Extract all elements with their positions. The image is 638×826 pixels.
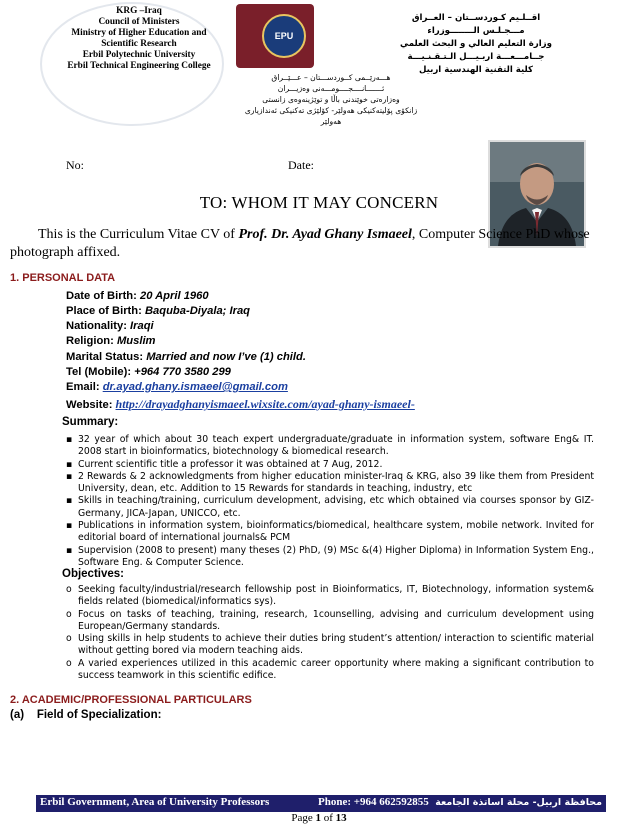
list-item: ▪ Current scientific title a professor it was obtained at 7 Aug, 2012. (66, 458, 383, 470)
header-left-line: KRG –Iraq (116, 6, 162, 16)
list-item: ▪ 32 year of which about 30 teach expert undergraduate/graduate in information system, software Eng& IT. 2008 start in bioinformatics, biotechnology & biomedical research. (66, 434, 594, 458)
objectives-list (64, 584, 594, 682)
logo-text: EPU (274, 31, 294, 41)
header-right-line: جــامـــعـــة اربـيـــل الـتـقـنـيـــة (407, 52, 545, 62)
field-of-specialization-label: (a) Field of Specialization: (10, 709, 162, 721)
footer-address: Erbil Government, Area of University Professors (40, 796, 270, 808)
page-total: 13 (335, 812, 347, 824)
header-mid-line: ئـــــــانــــجــــومـــەنی وەزیـــران (277, 84, 385, 93)
nationality-value: Iraqi (130, 320, 154, 332)
list-item: o Seeking faculty/industrial/research fellowship post in Bioinformatics, IT, Biotechnology, information system& fields related (biomedical/informatics sys). (66, 584, 594, 608)
header-left-line: Erbil Polytechnic University (82, 50, 196, 60)
list-item: o Using skills in help students to achieve their duties bring student’s attention/ interaction to scientific material without getting bored via modern teaching aids. (66, 633, 594, 657)
marital-label: Marital Status: (66, 351, 147, 363)
list-item: ▪ Publications in information system, bioinformatics/biomedical, healthcare system, mobile network. Invited for editorial board of international journals& PCM (66, 520, 594, 544)
intro-pre: This is the Curriculum Vitae CV of (38, 227, 239, 242)
bullet-icon: ▪ (66, 544, 73, 556)
header-right-line: كلية التقنية الهندسية اربيل (418, 65, 534, 75)
page-title: TO: WHOM IT MAY CONCERN (199, 193, 439, 212)
bullet-icon: ▪ (66, 458, 73, 470)
logo-emblem-icon (262, 14, 306, 58)
header-mid-kurdish (236, 72, 426, 127)
religion-value: Muslim (116, 335, 156, 347)
personal-row (66, 290, 209, 302)
marital-value: Married and now I’ve (1) child. (146, 351, 306, 363)
header-right-line: اقــلـيم كـوردســتان – العــراق (411, 13, 541, 23)
intro-post: , Computer Science PhD whose photograph affixed. (10, 227, 590, 260)
personal-row (66, 335, 156, 347)
footer-arabic: محافظة اربيل- محلة اساتذة الجامعة (435, 797, 602, 808)
list-item: ▪ Supervision (2008 to present) many theses (2) PhD, (9) MSc &(4) Higher Diploma) in Information System Eng., Software Eng. & Computer Science. (66, 544, 594, 568)
circle-bullet-icon: o (66, 633, 72, 645)
pob-value: Baquba-Diyala; Iraq (144, 305, 251, 317)
list-item: ▪ 2 Rewards & 2 acknowledgments from higher education minister-Iraq & KRG, also 39 like them from President University, dean, etc. Addition to 15 Rewards for standards in teaching, industry, etc (66, 470, 594, 495)
header-mid-line: هەولێر (320, 117, 342, 126)
personal-row (66, 305, 250, 317)
list-item: o A varied experiences utilized in this academic career opportunity where making a significant contribution to success teamwork in this scientific edifice. (66, 657, 594, 682)
intro-name: Prof. Dr. Ayad Ghany Ismaeel (238, 227, 412, 242)
website-link[interactable]: http://drayadghanyismaeel.wixsite.com/ayad-ghany-ismaeel- (115, 397, 415, 411)
page-current: 1 (315, 812, 321, 824)
intro-paragraph (10, 226, 596, 262)
bullet-icon: ▪ (66, 434, 73, 445)
dob-value: 20 April 1960 (139, 290, 209, 302)
header-left-line: Scientific Research (101, 39, 177, 49)
header-left-line: Erbil Technical Engineering College (67, 61, 211, 71)
no-label: No: (66, 158, 84, 172)
bullet-icon: ▪ (66, 470, 73, 482)
tel-value: +964 770 3580 299 (134, 366, 231, 378)
summary-heading: Summary: (62, 416, 119, 428)
email-label: Email: (66, 381, 103, 393)
footer-bar (36, 795, 606, 812)
header-mid-line: وەزارەتی خوێندنی باڵا و توێژینەوەی زانستی (262, 95, 400, 104)
pob-label: Place of Birth: (66, 305, 145, 317)
header-mid-line: زانکۆی پۆلیتەکنیکی هەولێر- کۆلێژی تەکنیکی ئەندازیاری (244, 106, 418, 115)
nationality-label: Nationality: (66, 320, 131, 332)
personal-row (66, 320, 154, 332)
footer-phone: Phone: +964 662592855 (318, 796, 429, 808)
tel-label: Tel (Mobile): (66, 366, 135, 378)
email-link[interactable]: dr.ayad.ghany.ismaeel@gmail.com (102, 381, 288, 393)
page-number: Page 1 of 13 (291, 812, 347, 824)
header-right-line: وزارة التعليم العالي و البحث العلمي (400, 39, 552, 49)
summary-list (64, 434, 594, 569)
circle-bullet-icon: o (66, 584, 72, 595)
section-heading-personal: 1. PERSONAL DATA (10, 272, 116, 284)
header-left-block (44, 6, 234, 72)
religion-label: Religion: (66, 335, 117, 347)
personal-row (66, 366, 231, 378)
list-item: o Focus on tasks of teaching, training, research, 1counselling, advising and curriculum development using European/Germany standards. (66, 608, 594, 632)
circle-bullet-icon: o (66, 657, 72, 669)
list-item: ▪ Skills in teaching/training, curriculum development, advising, etc which obtained via courses sponsor by GIZ-Germany, JICA-Japan, UNICCO, etc. (66, 495, 594, 519)
header-left-line: Council of Ministers (98, 17, 180, 27)
dob-label: Date of Birth: (66, 290, 140, 302)
bullet-icon: ▪ (66, 495, 73, 507)
header-right-arabic (366, 12, 586, 77)
date-label: Date: (288, 158, 314, 172)
section-heading-academic: 2. ACADEMIC/PROFESSIONAL PARTICULARS (10, 694, 252, 706)
bullet-icon: ▪ (66, 520, 73, 532)
circle-bullet-icon: o (66, 608, 72, 620)
header-mid-line: هـــەرێــمی کــوردســـتان – عـــێــراق (271, 73, 391, 82)
objectives-heading: Objectives: (62, 568, 124, 580)
header-right-line: مـــجـلـس الــــــــوزراء (427, 26, 525, 36)
personal-row (66, 381, 288, 393)
personal-row (66, 397, 415, 412)
website-label: Website: (66, 399, 116, 411)
header-left-line: Ministry of Higher Education and (71, 28, 207, 38)
personal-row (66, 351, 306, 363)
